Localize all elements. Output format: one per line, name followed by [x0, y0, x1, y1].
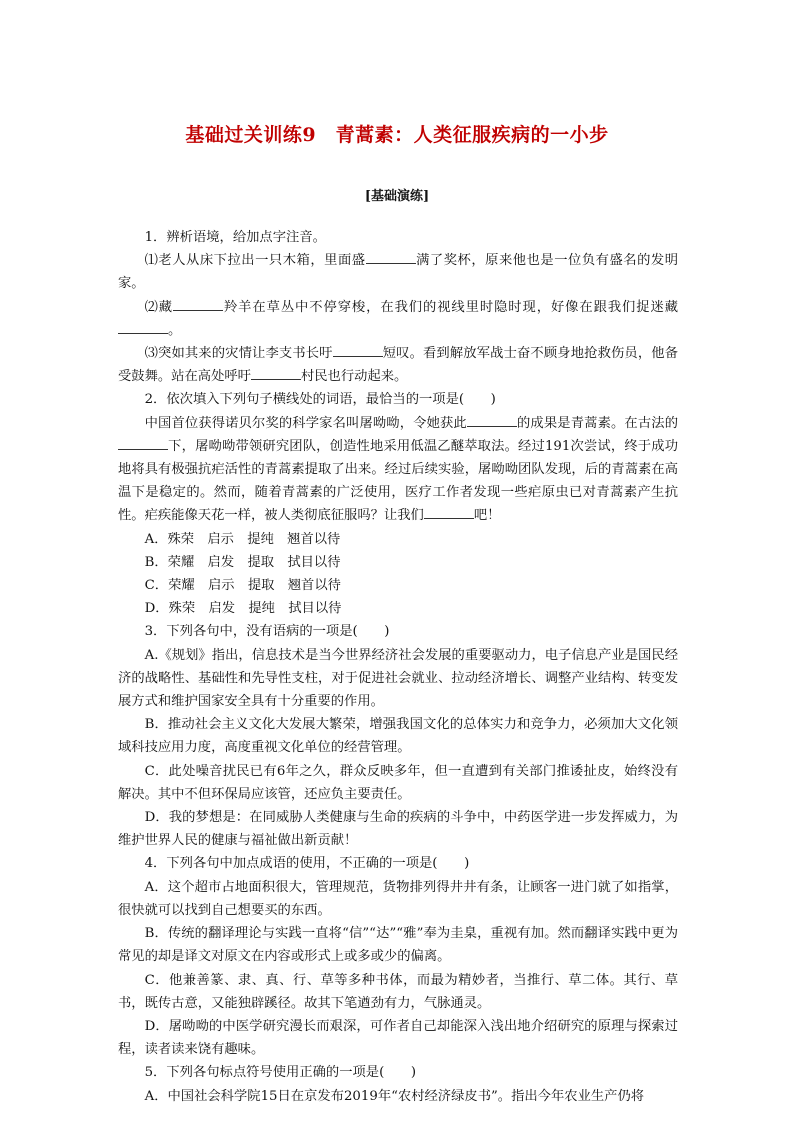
question-5-option-a[interactable]: A．中国社会科学院15日在京发布2019年“农村经济绿皮书”。指出今年农业生产仍将 [144, 1088, 645, 1104]
question-3-option-b[interactable]: B．推动社会主义文化大发展大繁荣，增强我国文化的总体实力和竞争力，必须加大文化领域科技应用力度，高度重视文化单位的经营管理。 [118, 717, 678, 756]
answer-blank[interactable] [333, 342, 383, 357]
answer-blank[interactable] [467, 412, 517, 427]
question-3-option-c[interactable]: C．此处噪音扰民已有6年之久，群众反映多年，但一直遭到有关部门推诿扯皮，始终没有解决。其中不但环保局应该管，还应负主要责任。 [118, 763, 678, 802]
question-2-stem: 2．依次填入下列句子横线处的词语，最恰当的一项是( ) [144, 392, 496, 408]
question-1-stem: 1．辨析语境，给加点字注音。 [144, 230, 326, 245]
question-2-option-b[interactable]: B．荣耀 启发 提取 拭目以待 [144, 554, 341, 570]
answer-blank[interactable] [173, 296, 223, 311]
question-3-option-a[interactable]: A.《规划》指出，信息技术是当今世界经济社会发展的重要驱动力，电子信息产业是国民经济的战略性、基础性和先导性支柱，对于促进社会就业、拉动经济增长、调整产业结构、转变发展方式和维护国家安全具有十分重要的作用。 [118, 647, 678, 710]
question-3-option-d[interactable]: D．我的梦想是：在同威胁人类健康与生命的疾病的斗争中，中药医学进一步发挥威力，为维护世界人民的健康与福祉做出新贡献！ [118, 810, 678, 849]
answer-blank[interactable] [118, 319, 168, 334]
question-4-option-c[interactable]: C．他兼善篆、隶、真、行、草等多种书体，而最为精妙者，当推行、草二体。其行、草书，既传古意，又能独辟蹊径。故其下笔遒劲有力，气脉通灵。 [118, 972, 678, 1011]
answer-blank[interactable] [118, 435, 168, 450]
question-4-option-a[interactable]: A．这个超市占地面积很大，管理规范，货物排列得井井有条，让顾客一进门就了如指掌，很快就可以找到自己想要买的东西。 [118, 879, 678, 918]
question-2-passage: 中国首位获得诺贝尔奖的科学家名叫屠呦呦，令她获此 的成果是青蒿素。在古法的下，屠呦呦带领研究团队，创造性地采用低温乙醚萃取法。经过191次尝试，终于成功地将具有极强抗疟活性的青蒿素提取了出来。经过后续实验，屠呦呦团队发现，后的青蒿素在高温下是稳定的。然而，随着青蒿素的广泛使用，医疗工作者发现一些疟原虫已对青蒿素产生抗性。疟疾能像天花一样，被人类彻底征服吗？让我们 吧！ [118, 412, 678, 528]
question-4-option-b[interactable]: B．传统的翻译理论与实践一直将“信”“达”“雅”奉为圭臬，重视有加。然而翻译实践中更为常见的却是译文对原文在内容或形式上或多或少的偏离。 [118, 926, 678, 965]
answer-blank[interactable] [366, 249, 416, 264]
question-1-item-1: ⑴老人从床下拉出一只木箱，里面盛 满了奖杯，原来他也是一位负有盛名的发明家。 [118, 249, 678, 295]
answer-blank[interactable] [251, 365, 301, 380]
question-3-stem: 3．下列各句中，没有语病的一项是( ) [144, 624, 390, 640]
question-4-option-d[interactable]: D．屠呦呦的中医学研究漫长而艰深，可作者自己却能深入浅出地介绍研究的原理与探索过程，读者读来饶有趣味。 [118, 1018, 678, 1058]
answer-blank[interactable] [424, 504, 474, 519]
question-2-option-a[interactable]: A．殊荣 启示 提纯 翘首以待 [144, 531, 341, 547]
question-1-item-2: ⑵藏 羚羊在草丛中不停穿梭，在我们的视线里时隐时现，好像在跟我们捉迷藏。 [118, 296, 678, 342]
page-title: 基础过关训练9 青蒿素：人类征服疾病的一小步 [185, 124, 609, 146]
section-heading: [基础演练] [364, 189, 430, 204]
question-2-option-d[interactable]: D．殊荣 启发 提纯 拭目以待 [144, 601, 342, 617]
question-4-stem: 4．下列各句中加点成语的使用，不正确的一项是( ) [144, 856, 470, 872]
question-2-option-c[interactable]: C．荣耀 启示 提取 翘首以待 [144, 578, 341, 594]
question-content [118, 226, 678, 1108]
question-5-stem: 5．下列各句标点符号使用正确的一项是( ) [144, 1065, 417, 1081]
question-1-item-3: ⑶突如其来的灾情让李支书长吁 短叹。看到解放军战士奋不顾身地抢救伤员，他备受鼓舞。站在高处呼吁 村民也行动起来。 [118, 342, 678, 388]
